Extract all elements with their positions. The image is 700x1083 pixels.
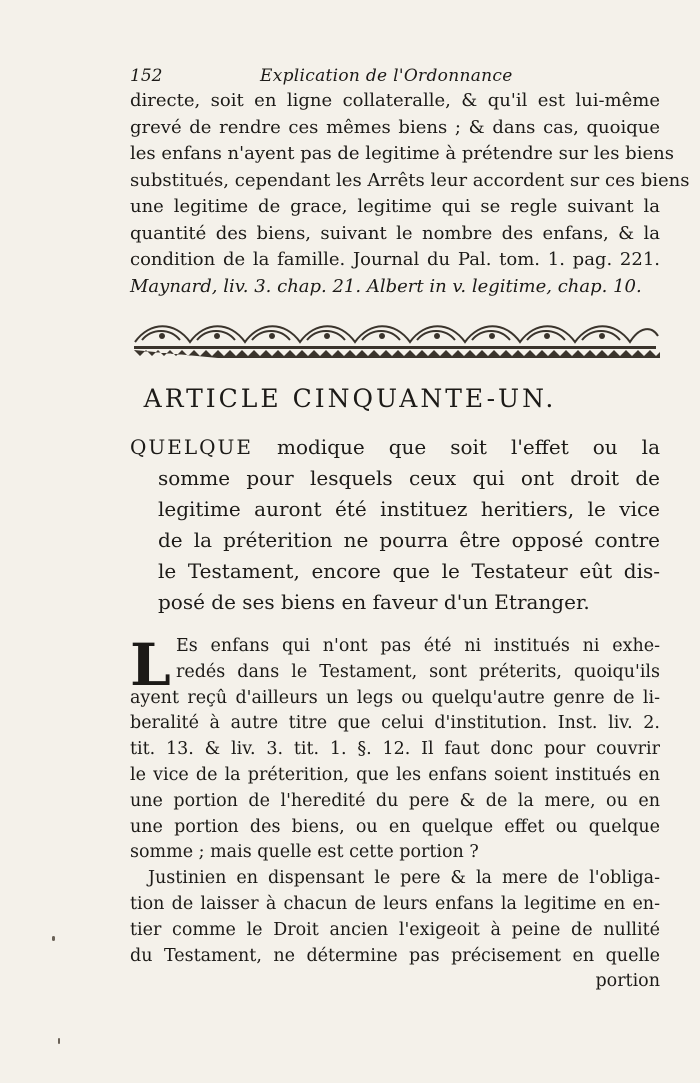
commentary-line: tion de laisser à chacun de leurs enfans la legitime en en- [130, 893, 660, 914]
page-header [130, 66, 660, 90]
commentary-line: Justinien en dispensant le pere & la mere de l'obliga- [148, 868, 660, 889]
text-line: quantité des biens, suivant le nombre des enfans, & la [130, 222, 660, 244]
lead-word: QUELQUE [130, 435, 253, 459]
commentary-line: une portion de l'heredité du pere & de la mere, ou en [130, 790, 660, 811]
catchword: portion [595, 971, 660, 992]
paper-speck [52, 936, 55, 941]
paper-speck [58, 1038, 60, 1044]
commentary-line: beralité à autre titre que celui d'institution. Inst. liv. 2. [130, 713, 660, 734]
ordinance-line: legitime auront été instituez heritiers, le vice [158, 497, 660, 521]
article-title: ARTICLE CINQUANTE-UN. [143, 384, 557, 413]
text-line: une legitime de grace, legitime qui se regle suivant la [130, 196, 660, 217]
ordinance-line: de la préterition ne pourra être opposé contre [158, 528, 660, 552]
ordinance-first-line [130, 432, 660, 463]
page-number: 152 [130, 66, 163, 86]
ordinance-text [130, 432, 660, 618]
text-line: substitués, cependant les Arrêts leur accordent sur ces biens [130, 169, 690, 191]
first-line-rest: modique que soit l'effet ou la [276, 435, 660, 459]
decorative-ornament-band [130, 316, 660, 358]
text-line: directe, soit en ligne collateralle, & qu'il est lui-même [130, 90, 660, 111]
commentary-line: ayent reçû d'ailleurs un legs ou quelqu'autre genre de li- [130, 687, 660, 708]
text-line: grevé de rendre ces mêmes biens ; & dans cas, quoique [130, 116, 660, 138]
commentary-line: le vice de la préterition, que les enfans soient institués en [130, 764, 660, 785]
commentary-line: une portion des biens, ou en quelque effet ou quelque [130, 816, 660, 837]
continued-paragraph [130, 88, 690, 300]
commentary-line: redés dans le Testament, sont préterits, quoiqu'ils [176, 661, 660, 682]
text-line: condition de la famille. Journal du Pal. tom. 1. pag. 221. [130, 249, 660, 270]
ordinance-line: somme pour lesquels ceux qui ont droit de [158, 466, 660, 490]
ordinance-line: posé de ses biens en faveur d'un Etranger. [158, 590, 590, 614]
commentary-line: tier comme le Droit ancien l'exigeoit à peine de nullité [130, 919, 660, 940]
text-line: les enfans n'ayent pas de legitime à prétendre sur les biens [130, 143, 674, 164]
commentary-line: du Testament, ne détermine pas précisement en quelle [130, 945, 660, 966]
ordinance-line: le Testament, encore que le Testateur eût dis- [158, 559, 660, 583]
commentary-line: Es enfans qui n'ont pas été ni institués ni exhe- [176, 636, 660, 656]
commentary-text [130, 631, 660, 995]
citation-line: Maynard, liv. 3. chap. 21. Albert in v. legitime, chap. 10. [130, 275, 642, 297]
commentary-line: somme ; mais quelle est cette portion ? [130, 842, 479, 863]
commentary-line: tit. 13. & liv. 3. tit. 1. §. 12. Il faut donc pour couvrir [130, 739, 660, 760]
running-title: Explication de l'Ordonnance [260, 66, 513, 86]
drop-cap: L [130, 631, 171, 699]
